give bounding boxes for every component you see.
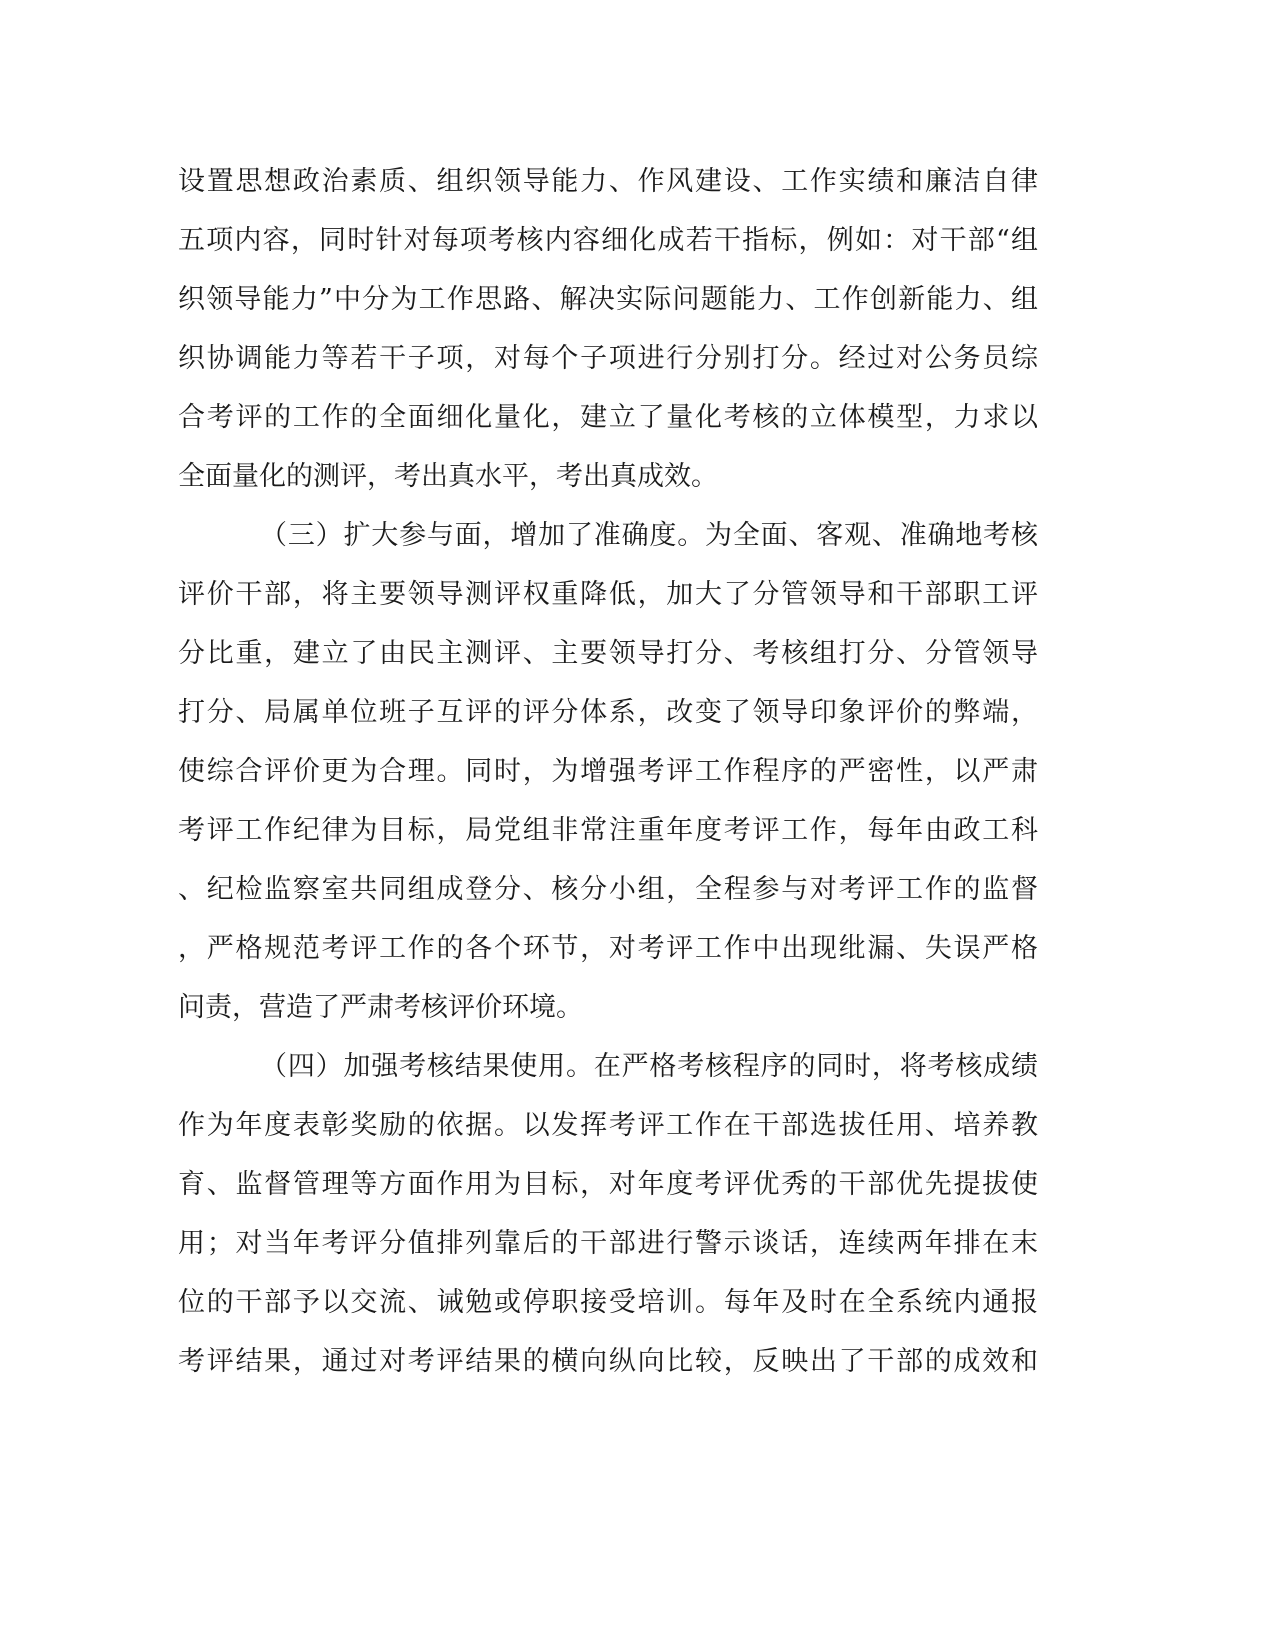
text-line: 考评工作纪律为目标，局党组非常注重年度考评工作，每年由政工科 — [178, 815, 1038, 846]
text-line: 育、监督管理等方面作用为目标，对年度考评优秀的干部优先提拔使 — [178, 1169, 1038, 1200]
text-line: 设置思想政治素质、组织领导能力、作风建设、工作实绩和廉洁自律 — [178, 166, 1038, 197]
paragraph-3-first-line: （三）扩大参与面，增加了准确度。为全面、客观、准确地考核 — [260, 520, 1038, 551]
text-line: 合考评的工作的全面细化量化，建立了量化考核的立体模型，力求以 — [178, 402, 1038, 433]
text-line: 、纪检监察室共同组成登分、核分小组，全程参与对考评工作的监督 — [178, 874, 1038, 905]
document-body — [178, 152, 1038, 1391]
text-line: 问责，营造了严肃考核评价环境。 — [178, 992, 583, 1023]
text-line: 织协调能力等若干子项，对每个子项进行分别打分。经过对公务员综 — [178, 343, 1038, 374]
text-line: 五项内容，同时针对每项考核内容细化成若干指标，例如：对干部“组 — [178, 225, 1038, 256]
paragraph-4-first-line: （四）加强考核结果使用。在严格考核程序的同时，将考核成绩 — [260, 1051, 1038, 1082]
text-line: 作为年度表彰奖励的依据。以发挥考评工作在干部选拔任用、培养教 — [178, 1110, 1038, 1141]
text-line: 全面量化的测评，考出真水平，考出真成效。 — [178, 461, 718, 492]
text-line: 使综合评价更为合理。同时，为增强考评工作程序的严密性，以严肃 — [178, 756, 1038, 787]
text-line: ，严格规范考评工作的各个环节，对考评工作中出现纰漏、失误严格 — [178, 933, 1038, 964]
text-line: 分比重，建立了由民主测评、主要领导打分、考核组打分、分管领导 — [178, 638, 1038, 669]
text-line: 评价干部，将主要领导测评权重降低，加大了分管领导和干部职工评 — [178, 579, 1038, 610]
text-line: 织领导能力”中分为工作思路、解决实际问题能力、工作创新能力、组 — [178, 284, 1038, 315]
text-line: 考评结果，通过对考评结果的横向纵向比较，反映出了干部的成效和 — [178, 1346, 1038, 1377]
text-line: 位的干部予以交流、诫勉或停职接受培训。每年及时在全系统内通报 — [178, 1287, 1038, 1318]
text-line: 打分、局属单位班子互评的评分体系，改变了领导印象评价的弊端， — [178, 697, 1038, 728]
text-line: 用；对当年考评分值排列靠后的干部进行警示谈话，连续两年排在末 — [178, 1228, 1038, 1259]
